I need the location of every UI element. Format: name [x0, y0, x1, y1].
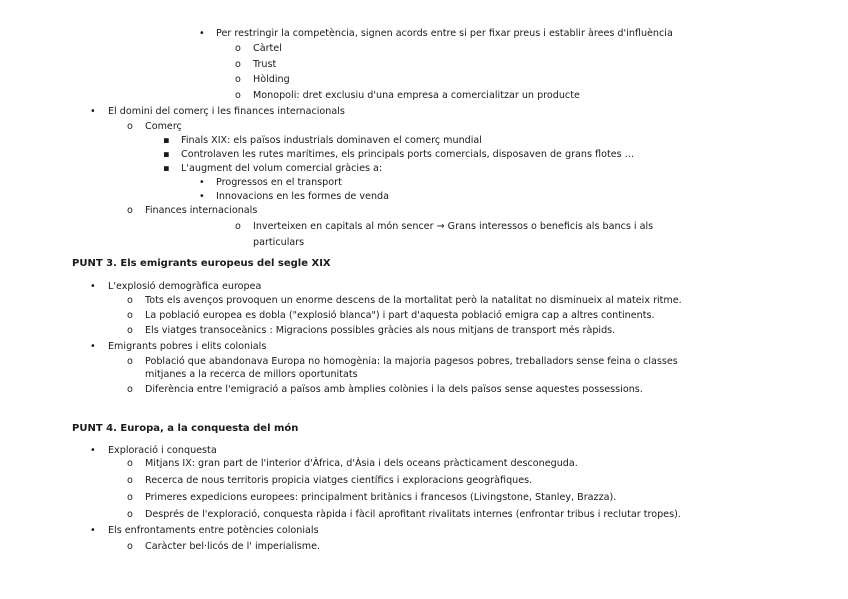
list-item-continuation: particulars — [253, 237, 305, 248]
square-marker: ▪ — [163, 149, 170, 160]
bullet-marker: • — [199, 191, 205, 202]
list-item: Finances internacionals — [145, 205, 258, 216]
list-item: Inverteixen en capitals al món sencer → Grans interessos o beneficis als bancs i als — [253, 221, 654, 232]
list-item: Els viatges transoceànics : Migracions possibles gràcies als nous mitjans de transport més ràpids. — [145, 325, 616, 336]
circle-marker: o — [235, 43, 241, 54]
bullet-marker: • — [90, 106, 96, 117]
list-item: Finals XIX: els països industrials dominaven el comerç mundial — [181, 135, 482, 146]
bullet-marker: • — [90, 341, 96, 352]
list-item: Emigrants pobres i elits colonials — [108, 341, 267, 352]
bullet-marker: • — [199, 28, 205, 39]
list-item: Hòlding — [253, 74, 290, 85]
square-marker: ▪ — [163, 135, 170, 146]
circle-marker: o — [127, 310, 133, 321]
circle-marker: o — [235, 74, 241, 85]
list-item: Primeres expedicions europees: principalment britànics i francesos (Livingstone, Stanley, Brazza). — [145, 492, 617, 503]
circle-marker: o — [127, 356, 133, 367]
circle-marker: o — [127, 509, 133, 520]
bullet-marker: • — [199, 177, 205, 188]
list-item: Caràcter bel·licós de l' imperialisme. — [145, 541, 321, 552]
list-item: Per restringir la competència, signen acords entre si per fixar preus i establir àrees d'influència — [216, 28, 673, 39]
circle-marker: o — [235, 221, 241, 232]
list-item: La població europea es dobla ("explosió blanca") i part d'aquesta població emigra cap a altres continents. — [145, 310, 655, 321]
list-item: Trust — [253, 59, 277, 70]
list-item-continuation: mitjanes a la recerca de millors oportunitats — [145, 369, 358, 380]
bullet-marker: • — [90, 525, 96, 536]
list-item: El domini del comerç i les finances internacionals — [108, 106, 345, 117]
circle-marker: o — [127, 205, 133, 216]
circle-marker: o — [235, 59, 241, 70]
list-item: L'explosió demogràfica europea — [108, 281, 262, 292]
list-item: Diferència entre l'emigració a països amb àmplies colònies i la dels països sense aquestes possessions. — [145, 384, 643, 395]
square-marker: ▪ — [163, 163, 170, 174]
list-item: Controlaven les rutes marítimes, els principals ports comercials, disposaven de grans flotes … — [181, 149, 635, 160]
bullet-marker: • — [90, 281, 96, 292]
circle-marker: o — [127, 541, 133, 552]
list-item: Comerç — [145, 121, 182, 132]
list-item: L'augment del volum comercial gràcies a: — [181, 163, 383, 174]
list-item: Càrtel — [253, 43, 282, 54]
circle-marker: o — [127, 475, 133, 486]
section-heading: PUNT 3. Els emigrants europeus del segle XIX — [72, 258, 331, 269]
list-item: Població que abandonava Europa no homogènia: la majoria pagesos pobres, treballadors sense feina o classes — [145, 356, 678, 367]
list-item: Tots els avenços provoquen un enorme descens de la mortalitat però la natalitat no disminueix al mateix ritme. — [145, 295, 682, 306]
list-item: Innovacions en les formes de venda — [216, 191, 389, 202]
bullet-marker: • — [90, 445, 96, 456]
list-item: Recerca de nous territoris propicia viatges científics i exploracions geogràfiques. — [145, 475, 533, 486]
list-item: Exploració i conquesta — [108, 445, 217, 456]
list-item: Després de l'exploració, conquesta ràpida i fàcil aprofitant rivalitats internes (enfrontar tribus i reclutar tropes). — [145, 509, 681, 520]
circle-marker: o — [127, 295, 133, 306]
circle-marker: o — [235, 90, 241, 101]
section-heading: PUNT 4. Europa, a la conquesta del món — [72, 423, 299, 434]
circle-marker: o — [127, 325, 133, 336]
circle-marker: o — [127, 458, 133, 469]
list-item: Monopoli: dret exclusiu d'una empresa a comercialitzar un producte — [253, 90, 580, 101]
list-item: Mitjans IX: gran part de l'interior d'Àfrica, d'Àsia i dels oceans pràcticament desconeguda. — [145, 458, 578, 469]
list-item: Els enfrontaments entre potències colonials — [108, 525, 319, 536]
circle-marker: o — [127, 121, 133, 132]
list-item: Progressos en el transport — [216, 177, 342, 188]
circle-marker: o — [127, 384, 133, 395]
circle-marker: o — [127, 492, 133, 503]
